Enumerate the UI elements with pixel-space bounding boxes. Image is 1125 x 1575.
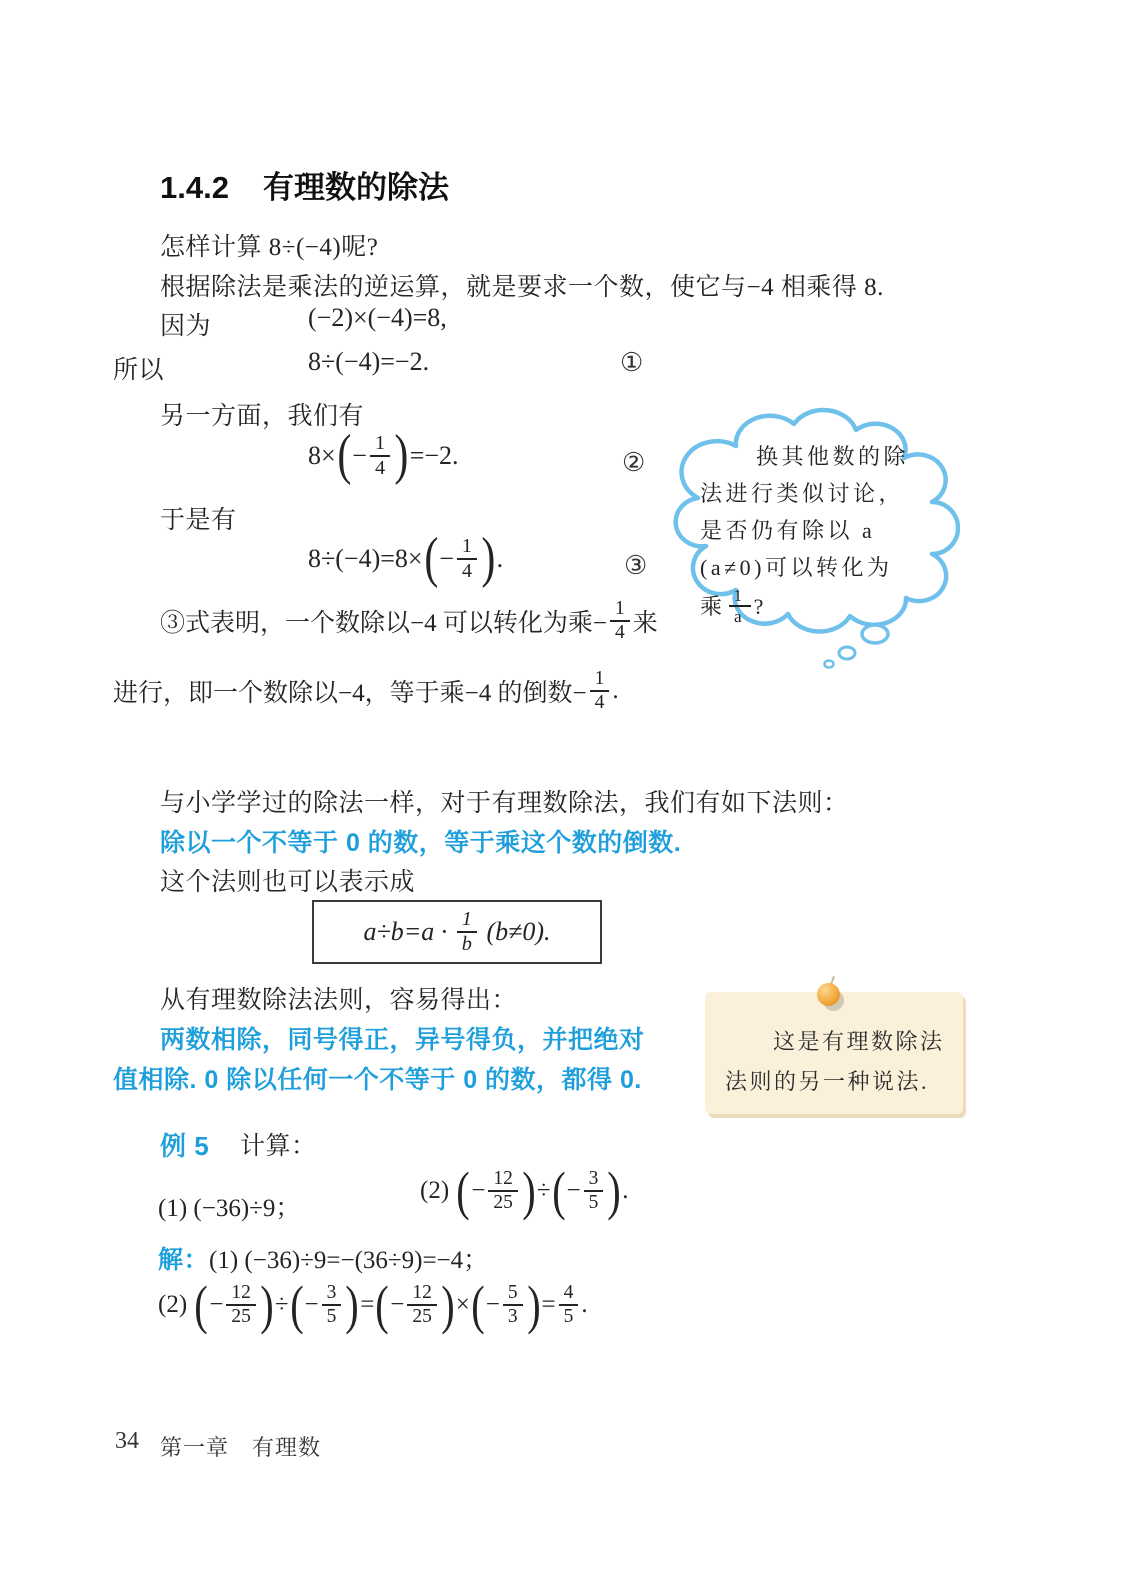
bubble-line: 换其他数的除 (756, 444, 910, 469)
note-line: 这是有理数除法 (773, 1029, 945, 1054)
question-line: 怎样计算 8÷(−4)呢? (160, 234, 379, 261)
equation-2: 8× ( − $\frac{1}{4}$ ) =−2. (308, 423, 459, 486)
thus-line: 于是有 (160, 507, 237, 534)
solution-1-equation: (1) (−36)÷9=−(36÷9)=−4； (209, 1247, 489, 1274)
pin-icon (817, 983, 840, 1006)
solution-line-2: (2) ( − $\frac{12}{25}$ ) ÷ ( − $\frac{3}{5}$ ) = ( − $\frac{12}{25}$ ) × ( − $\frac{5}{3}$ ) = $\frac{4}{5}$ . (158, 1274, 588, 1335)
thought-bubble-content (700, 438, 930, 626)
another-line: 另一方面，我们有 (160, 403, 365, 430)
rule-intro: 与小学学过的除法一样，对于有理数除法，我们有如下法则： (160, 790, 849, 817)
margin-note-content (725, 1022, 945, 1102)
explain-line: 根据除法是乘法的逆运算，就是要求一个数，使它与−4 相乘得 8. (160, 274, 884, 301)
solution-label: 解： (158, 1246, 210, 1274)
example-label: 例 5 (160, 1131, 210, 1161)
solution-line-1 (158, 1240, 488, 1276)
rule-alt-intro: 这个法则也可以表示成 (160, 869, 416, 896)
bubble-line: 是否仍有除以 a (700, 518, 876, 543)
margin-note (705, 992, 963, 1114)
equation-1: 8÷(−4)=−2. (308, 347, 430, 376)
equation-3-number: ③ (624, 551, 648, 580)
summary-line-2: 进行，即一个数除以−4，等于乘−4 的倒数− $\frac{1}{4}$ . (113, 668, 619, 713)
example-task: 计算： (240, 1133, 317, 1160)
equation-1-number: ① (620, 348, 644, 377)
chapter-label: 第一章 有理数 (160, 1435, 322, 1460)
derive-statement-line-2: 值相除. 0 除以任何一个不等于 0 的数，都得 0. (113, 1066, 642, 1094)
example-problem-2: (2) ( − $\frac{12}{25}$ ) ÷ ( − $\frac{3}{5}$ ) . (420, 1160, 629, 1221)
because-label: 因为 (160, 313, 212, 340)
bubble-line: 法进行类似讨论， (700, 481, 905, 506)
example-problem-1: (1) (−36)÷9； (158, 1195, 301, 1222)
bubble-line: 乘 $\frac{1}{a}$ ? (700, 586, 767, 627)
bubble-line: (a≠0)可以转化为 (700, 555, 893, 580)
equation-3: 8÷(−4)=8× ( − $\frac{1}{4}$ ) . (308, 526, 504, 589)
derive-statement-line-1: 两数相除，同号得正，异号得负，并把绝对 (160, 1026, 645, 1054)
derive-intro: 从有理数除法法则，容易得出： (160, 987, 518, 1014)
rule-formula: a÷b=a · $\frac{1}{b}$ (b≠0). (363, 908, 551, 955)
equation-because: (−2)×(−4)=8, (308, 303, 447, 332)
thought-bubble (668, 406, 960, 672)
summary-line-1: ③式表明，一个数除以−4 可以转化为乘− $\frac{1}{4}$ 来 (160, 598, 658, 643)
rule-statement: 除以一个不等于 0 的数，等于乘这个数的倒数. (160, 829, 682, 857)
section-title: 有理数的除法 (262, 170, 449, 205)
page-number: 34 (115, 1428, 139, 1454)
note-line: 法则的另一种说法. (725, 1069, 930, 1094)
rule-formula-box (312, 900, 602, 964)
section-number: 1.4.2 (160, 170, 229, 205)
section-heading (160, 162, 449, 207)
equation-2-number: ② (622, 448, 646, 477)
so-label: 所以 (113, 357, 165, 384)
